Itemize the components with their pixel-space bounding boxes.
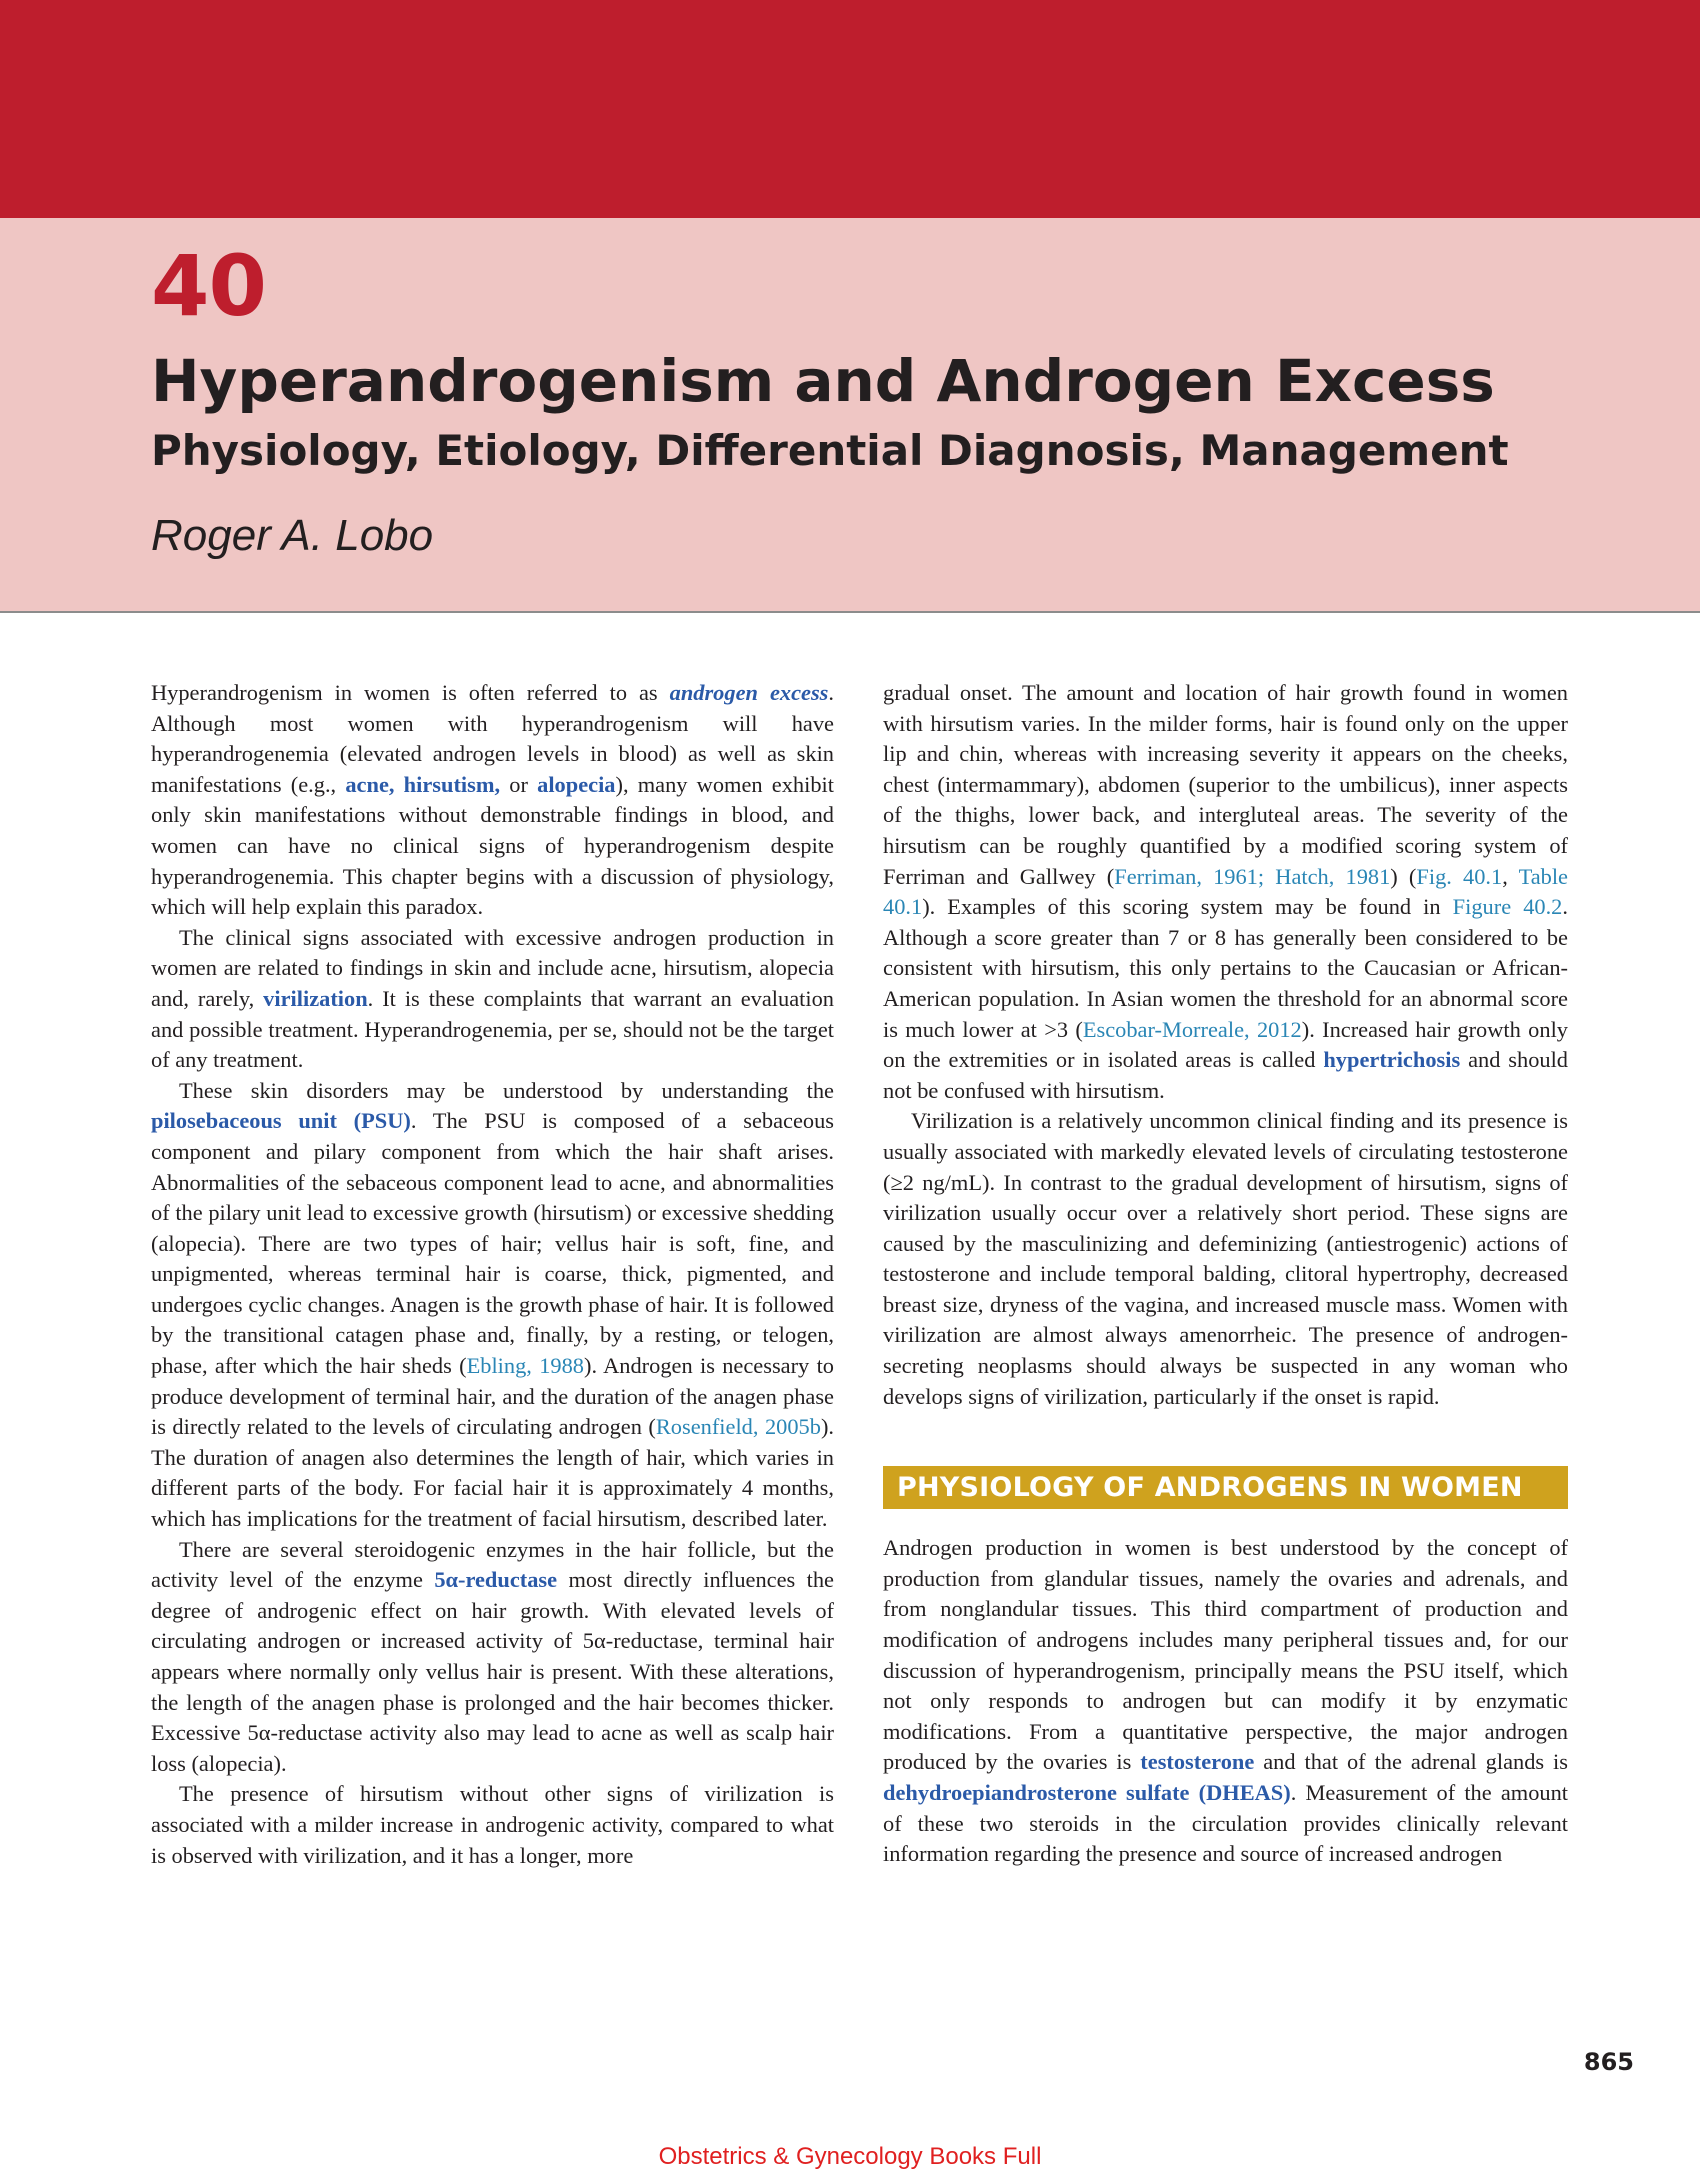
text: There are several steroidogenic enzymes in the hair follicle, but the activity level of the enzyme bbox=[151, 1536, 834, 1593]
paragraph bbox=[151, 923, 834, 1076]
page-number: 865 bbox=[1583, 2048, 1634, 2076]
table-link[interactable]: Table 40.1 bbox=[883, 863, 1568, 920]
text: gradual onset. The amount and location of hair growth found in women with hirsutism varies. In the milder forms, hair is found only on the upper lip and chin, whereas with increasing severity it appears on the cheeks, chest (intermammary), abdomen (superior to the umbilicus), inner aspects of the thighs, lower back, and intergluteal areas. The severity of the hirsutism can be roughly quantified by a modified scoring system of Ferriman and Gallwey ( bbox=[883, 680, 1568, 889]
paragraph bbox=[883, 1533, 1568, 1870]
text: . Although a score greater than 7 or 8 has generally been considered to be consistent with hirsutism, this only pertains to the Caucasian or African-American population. In Asian women the threshold for an abnormal score is much lower at >3 ( bbox=[883, 894, 1568, 1042]
paragraph bbox=[883, 1106, 1568, 1412]
text: , bbox=[1502, 863, 1519, 889]
text: . Although most women with hyperandrogenism will have hyperandrogenemia (elevated androgen levels in blood) as well as skin manifestations (e.g., bbox=[151, 680, 834, 797]
text: . It is these complaints that warrant an evaluation and possible treatment. Hyperandrogenemia, per se, should not be the target of any treatment. bbox=[151, 985, 834, 1073]
keyword-virilization: virilization bbox=[263, 985, 368, 1011]
keyword-androgen-excess: androgen excess bbox=[669, 680, 829, 705]
text: and should not be confused with hirsutism. bbox=[883, 1047, 1568, 1103]
paragraph bbox=[151, 678, 834, 923]
keyword-acne-hirsutism: acne, hirsutism, bbox=[345, 771, 501, 797]
text: . Measurement of the amount of these two steroids in the circulation provides clinically relevant information regarding the presence and source of increased androgen bbox=[883, 1780, 1569, 1867]
text: ) ( bbox=[1390, 863, 1417, 889]
keyword-dheas: dehydroepiandrosterone sulfate (DHEAS) bbox=[883, 1780, 1291, 1805]
keyword-psu: pilosebaceous unit (PSU) bbox=[151, 1108, 411, 1134]
text: Hyperandrogenism in women is often referred to as bbox=[151, 680, 670, 705]
paragraph bbox=[151, 1076, 834, 1535]
keyword-testosterone: testosterone bbox=[1140, 1749, 1255, 1775]
text: most directly influences the degree of androgenic effect on hair growth. With elevated levels of circulating androgen or increased activity of 5α-reductase, terminal hair appears where normally only vellus hair is present. With these alterations, the length of the anagen phase is prolonged and the hair becomes thicker. Excessive 5α-reductase activity also may lead to acne as well as scalp hair loss (alopecia). bbox=[151, 1567, 834, 1776]
figure-link[interactable]: Fig. 40.1 bbox=[1416, 863, 1503, 889]
text: . The PSU is composed of a sebaceous component and pilary component from which the hair shaft arises. Abnormalities of the sebaceous component lead to acne, and abnormalities of the pilary unit lead to excessive growth (hirsutism) or excessive shedding (alopecia). There are two types of hair; vellus hair is soft, fine, and unpigmented, whereas terminal hair is coarse, thick, pigmented, and undergoes cyclic changes. Anagen is the growth phase of hair. It is followed by the transitional catagen phase and, finally, by a resting, or telogen, phase, after which the hair sheds ( bbox=[151, 1108, 834, 1379]
text: The presence of hirsutism without other signs of virilization is associated with a milder increase in androgenic activity, compared to what is observed with virilization, and it has a longer, more bbox=[151, 1781, 834, 1868]
right-text-column bbox=[883, 678, 1568, 1870]
author-name: Roger A. Lobo bbox=[151, 511, 434, 560]
text: ), many women exhibit only skin manifestations without demonstrable findings in blood, and women can have no clinical signs of hyperandrogenism despite hyperandrogenemia. This chapter begins with a discussion of physiology, which will help explain this paradox. bbox=[151, 771, 834, 920]
text: Androgen production in women is best understood by the concept of production from glandular tissues, namely the ovaries and adrenals, and from nonglandular tissues. This third compartment of production and modification of androgens includes many peripheral tissues and, for our discussion of hyperandrogenism, principally means the PSU itself, which not only responds to androgen but can modify it by enzymatic modifications. From a quantitative perspective, the major androgen produced by the ovaries is bbox=[883, 1535, 1568, 1775]
keyword-hypertrichosis: hypertrichosis bbox=[1323, 1047, 1461, 1073]
text: These skin disorders may be understood by understanding the bbox=[179, 1077, 834, 1103]
keyword-alopecia: alopecia bbox=[537, 771, 616, 797]
top-color-band bbox=[0, 0, 1700, 218]
text: ). Examples of this scoring system may be found in bbox=[922, 894, 1453, 920]
section-heading: PHYSIOLOGY OF ANDROGENS IN WOMEN bbox=[883, 1466, 1568, 1509]
text: ). Increased hair growth only on the extremities or in isolated areas is called bbox=[883, 1016, 1568, 1073]
chapter-title: Hyperandrogenism and Androgen Excess bbox=[151, 347, 1495, 415]
left-text-column bbox=[151, 678, 834, 1871]
chapter-number: 40 bbox=[151, 237, 266, 335]
text: ). The duration of anagen also determines the length of hair, which varies in different parts of the body. For facial hair it is approximately 4 months, which has implications for the treatment of facial hirsutism, described later. bbox=[151, 1414, 835, 1532]
paragraph bbox=[151, 1535, 834, 1780]
citation-link[interactable]: Ferriman, 1961; Hatch, 1981 bbox=[1114, 863, 1391, 889]
paragraph bbox=[883, 678, 1568, 1106]
citation-link[interactable]: Escobar-Morreale, 2012 bbox=[1082, 1016, 1302, 1042]
footer-watermark-text: Obstetrics & Gynecology Books Full bbox=[658, 2143, 1042, 2170]
text: ). Androgen is necessary to produce development of terminal hair, and the duration of the anagen phase is directly related to the levels of circulating androgen ( bbox=[151, 1353, 834, 1440]
text: Virilization is a relatively uncommon clinical finding and its presence is usually associated with markedly elevated levels of circulating testosterone (≥2 ng/mL). In contrast to the gradual development of hirsutism, signs of virilization usually occur over a relatively short period. These signs are caused by the masculinizing and defeminizing (antiestrogenic) actions of testosterone and include temporal balding, clitoral hypertrophy, decreased breast size, dryness of the vagina, and increased muscle mass. Women with virilization are almost always amenorrheic. The presence of androgen-secreting neoplasms should always be suspected in any woman who develops signs of virilization, particularly if the onset is rapid. bbox=[883, 1108, 1568, 1409]
text: or bbox=[500, 771, 538, 797]
chapter-subtitle: Physiology, Etiology, Differential Diagnosis, Management bbox=[151, 426, 1509, 475]
paragraph bbox=[151, 1779, 834, 1871]
citation-link[interactable]: Rosenfield, 2005b bbox=[655, 1414, 821, 1440]
text: and that of the adrenal glands is bbox=[1254, 1749, 1568, 1775]
citation-link[interactable]: Ebling, 1988 bbox=[466, 1353, 584, 1379]
figure-link[interactable]: Figure 40.2 bbox=[1452, 894, 1563, 920]
keyword-5a-reductase: 5α-reductase bbox=[434, 1567, 558, 1593]
text: The clinical signs associated with excessive androgen production in women are related to findings in skin and include acne, hirsutism, alopecia and, rarely, bbox=[151, 924, 834, 1011]
